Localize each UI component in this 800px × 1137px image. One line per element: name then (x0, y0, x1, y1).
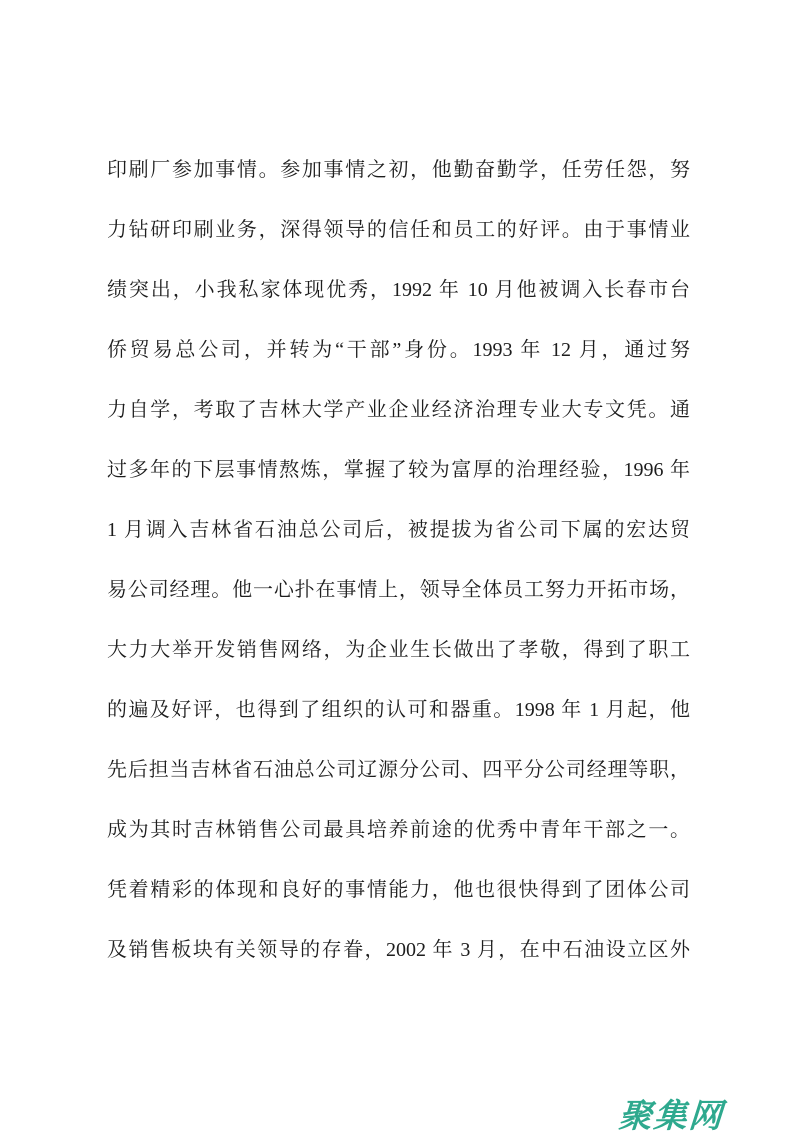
text-line: 过多年的下层事情熬炼，掌握了较为富厚的治理经验，1996 年 (107, 459, 690, 481)
text-line: 大力大举开发销售网络，为企业生长做出了孝敬，得到了职工 (107, 639, 690, 661)
document-text-block (107, 140, 690, 980)
text-line: 印刷厂参加事情。参加事情之初，他勤奋勤学，任劳任怨，努 (107, 159, 690, 181)
text-line: 力钻研印刷业务，深得领导的信任和员工的好评。由于事情业 (107, 219, 690, 241)
text-line: 先后担当吉林省石油总公司辽源分公司、四平分公司经理等职， (107, 759, 690, 781)
text-line: 及销售板块有关领导的存眷，2002 年 3 月，在中石油设立区外 (107, 939, 690, 961)
text-line: 1 月调入吉林省石油总公司后，被提拔为省公司下属的宏达贸 (107, 519, 690, 541)
text-line: 易公司经理。他一心扑在事情上，领导全体员工努力开拓市场， (107, 579, 690, 601)
text-line: 的遍及好评，也得到了组织的认可和器重。1998 年 1 月起，他 (107, 699, 690, 721)
text-line: 成为其时吉林销售公司最具培养前途的优秀中青年干部之一。 (107, 819, 690, 841)
text-line: 凭着精彩的体现和良好的事情能力，他也很快得到了团体公司 (107, 879, 690, 901)
text-line: 绩突出，小我私家体现优秀，1992 年 10 月他被调入长春市台 (107, 279, 690, 301)
juji-site-watermark-logo: 聚集网 (617, 1097, 726, 1134)
text-line: 力自学，考取了吉林大学产业企业经济治理专业大专文凭。通 (107, 399, 690, 421)
text-line: 侨贸易总公司，并转为“干部”身份。1993 年 12 月，通过努 (107, 339, 690, 361)
